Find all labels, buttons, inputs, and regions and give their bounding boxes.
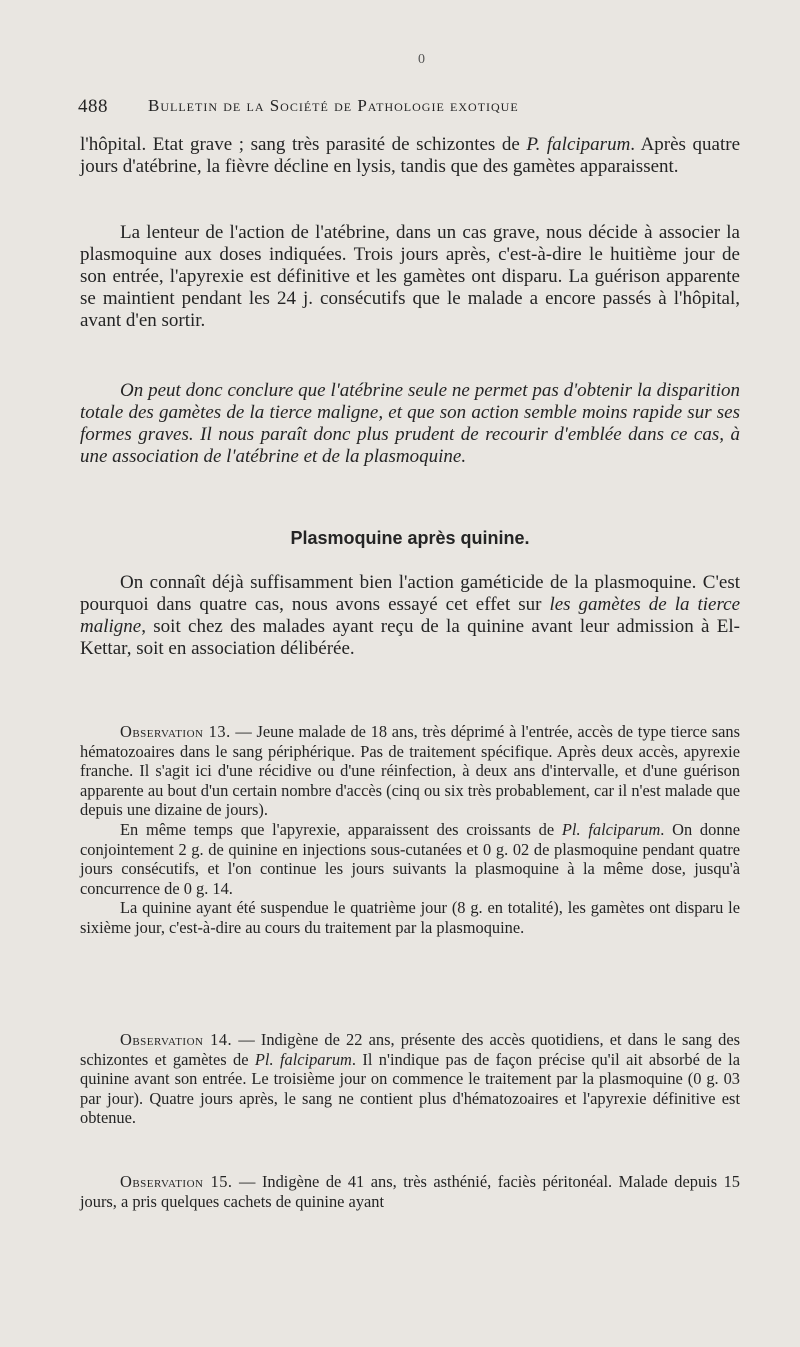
observation-14: Observation 14. — Indigène de 22 ans, présente des accès quotidiens, et dans le sang des schizontes et gamètes de Pl. falciparum. Il n'indique pas de façon précise qu'il ait absorbé de la quinine avant son entrée. Le troisième jour on commence le traitement par la plasmoquine (0 g. 03 par jour). Quatre jours après, le sang ne contient plus d'hématozoaires et l'apyrexie définitive est obtenue.	[80, 1030, 741, 1128]
page-mark: 0	[418, 52, 425, 67]
observation-13-head: Observation 13.	[120, 722, 231, 741]
observation-13: Observation 13. — Jeune malade de 18 ans, très déprimé à l'entrée, accès de type tierce sans hématozoaires dans le sang périphérique. Pas de traitement spécifique. Après deux accès, apyrexie franche. Il s'agit ici d'une récidive ou d'une réinfection, à deux ans d'intervalle, et d'une guérison apparente au bout d'un certain nombre d'accès (cinq ou six très probablement, car il n'est malade que depuis une dizaine de jours). En même temps que l'apyrexie, apparaissent des croissants de Pl. falciparum. On donne conjointement 2 g. de quinine en injections sous-cutanées et 0 g. 02 de plasmoquine pendant quatre jours consécutifs, et l'on continue les jours suivants la plasmoquine à la même dose, jusqu'à concurrence de 0 g. 14. La quinine ayant été suspendue le quatrième jour (8 g. en totalité), les gamètes ont disparu le sixième jour, c'est-à-dire au cours du traitement par la plasmoquine.	[80, 722, 740, 937]
observation-15: Observation 15. — Indigène de 41 ans, très asthénié, faciès péritonéal. Malade depuis 15 jours, a pris quelques cachets de quinine ayant	[80, 1172, 741, 1211]
paragraph-plasmoquine: On connaît déjà suffisamment bien l'action gaméticide de la plasmoquine. C'est pourquoi dans quatre cas, nous avons essayé cet effet sur les gamètes de la tierce maligne, soit chez des malades ayant reçu de la quinine avant leur admission à El-Kettar, soit en association délibérée.	[80, 572, 741, 659]
page-header	[78, 96, 738, 120]
observation-14-head: Observation 14.	[120, 1030, 233, 1049]
paragraph-slowness: La lenteur de l'action de l'atébrine, dans un cas grave, nous décide à associer la plasmoquine aux doses indiquées. Trois jours après, c'est-à-dire le huitième jour de son entrée, l'apyrexie est définitive et les gamètes ont disparu. La guérison apparente se maintient pendant les 24 j. consécutifs que le malade a encore passés à l'hôpital, avant d'en sortir.	[80, 222, 740, 331]
running-head: Bulletin de la Société de Pathologie exotique	[148, 96, 519, 115]
paragraph-conclusion: On peut donc conclure que l'atébrine seule ne permet pas d'obtenir la disparition totale des gamètes de la tierce maligne, et que son action semble moins rapide sur ses formes graves. Il nous paraît donc plus prudent de recourir d'emblée dans ce cas, à une association de l'atébrine et de la plasmoquine.	[80, 380, 740, 467]
observation-15-head: Observation 15.	[120, 1172, 233, 1191]
paragraph-hospital: l'hôpital. Etat grave ; sang très parasité de schizontes de P. falciparum. Après quatre jours d'atébrine, la fièvre décline en lysis, tandis que des gamètes apparaissent.	[80, 134, 741, 177]
section-heading: Plasmoquine après quinine.	[290, 528, 530, 548]
page-number: 488	[78, 96, 108, 117]
